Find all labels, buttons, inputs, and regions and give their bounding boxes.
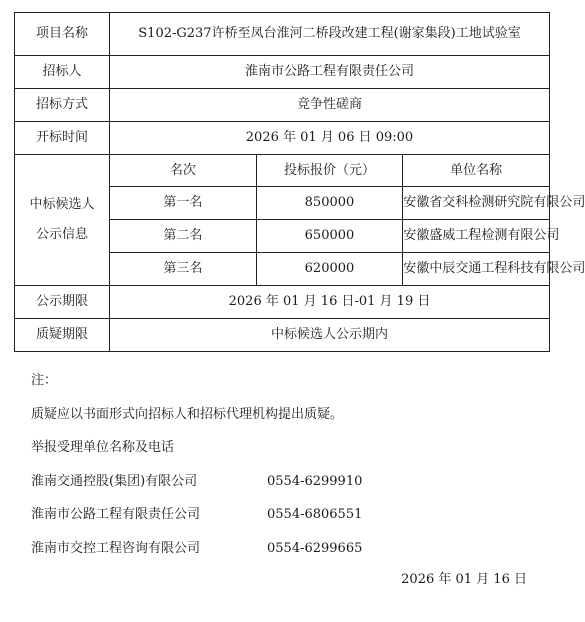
query-label: 质疑期限	[15, 319, 110, 352]
method-value: 竞争性磋商	[110, 89, 550, 122]
row-tenderer	[15, 56, 550, 89]
row-opening	[15, 122, 550, 155]
candidates-label-line1: 中标候选人	[29, 197, 95, 213]
contact-row	[31, 506, 551, 540]
method-label: 招标方式	[15, 89, 110, 122]
row-query	[15, 319, 550, 352]
candidate-rank: 第二名	[110, 220, 257, 253]
period-value: 2026 年 01 月 16 日-01 月 19 日	[110, 286, 550, 319]
announcement-date: 2026 年 01 月 16 日	[401, 572, 527, 587]
candidates-label	[15, 155, 110, 286]
row-project	[15, 13, 550, 56]
contact-phone: 0554-6806551	[267, 507, 363, 522]
candidates-label-line2: 公示信息	[35, 227, 88, 242]
candidate-price: 650000	[256, 220, 403, 253]
row-method	[15, 89, 550, 122]
candidate-price: 620000	[256, 253, 403, 286]
notes-line1: 质疑应以书面形式向招标人和招标代理机构提出质疑。	[31, 406, 344, 422]
candidate-company: 安徽省交科检测研究院有限公司	[403, 187, 550, 220]
period-label: 公示期限	[15, 286, 110, 319]
notes-title: 注：	[31, 373, 58, 388]
project-value: S102-G237许桥至凤台淮河二桥段改建工程(谢家集段)工地试验室	[110, 13, 550, 56]
candidate-company: 安徽盛威工程检测有限公司	[403, 220, 550, 253]
row-period	[15, 286, 550, 319]
candidate-rank: 第三名	[110, 253, 257, 286]
tenderer-value: 淮南市公路工程有限责任公司	[110, 56, 550, 89]
contact-org: 淮南市公路工程有限责任公司	[31, 507, 201, 522]
contact-phone: 0554-6299910	[267, 473, 363, 489]
header-rank: 名次	[110, 155, 257, 187]
query-value: 中标候选人公示期内	[110, 319, 550, 352]
candidate-rank: 第一名	[110, 187, 257, 220]
candidate-company: 安徽中辰交通工程科技有限公司	[403, 253, 550, 286]
notes-line2: 举报受理单位名称及电话	[31, 440, 175, 455]
contact-row	[31, 473, 551, 507]
opening-value: 2026 年 01 月 06 日 09:00	[110, 122, 550, 155]
candidate-price: 850000	[256, 187, 403, 220]
contact-org: 淮南市交控工程咨询有限公司	[31, 540, 201, 556]
header-company: 单位名称	[403, 155, 550, 187]
contact-phone: 0554-6299665	[267, 540, 363, 556]
announcement-table	[14, 12, 585, 352]
project-label: 项目名称	[15, 13, 110, 56]
contact-org: 淮南交通控股(集团)有限公司	[31, 473, 198, 489]
row-candidate-header	[15, 155, 550, 187]
header-price: 投标报价（元）	[256, 155, 403, 187]
tenderer-label: 招标人	[15, 56, 110, 89]
notes-section	[31, 372, 551, 573]
opening-label: 开标时间	[15, 122, 110, 155]
